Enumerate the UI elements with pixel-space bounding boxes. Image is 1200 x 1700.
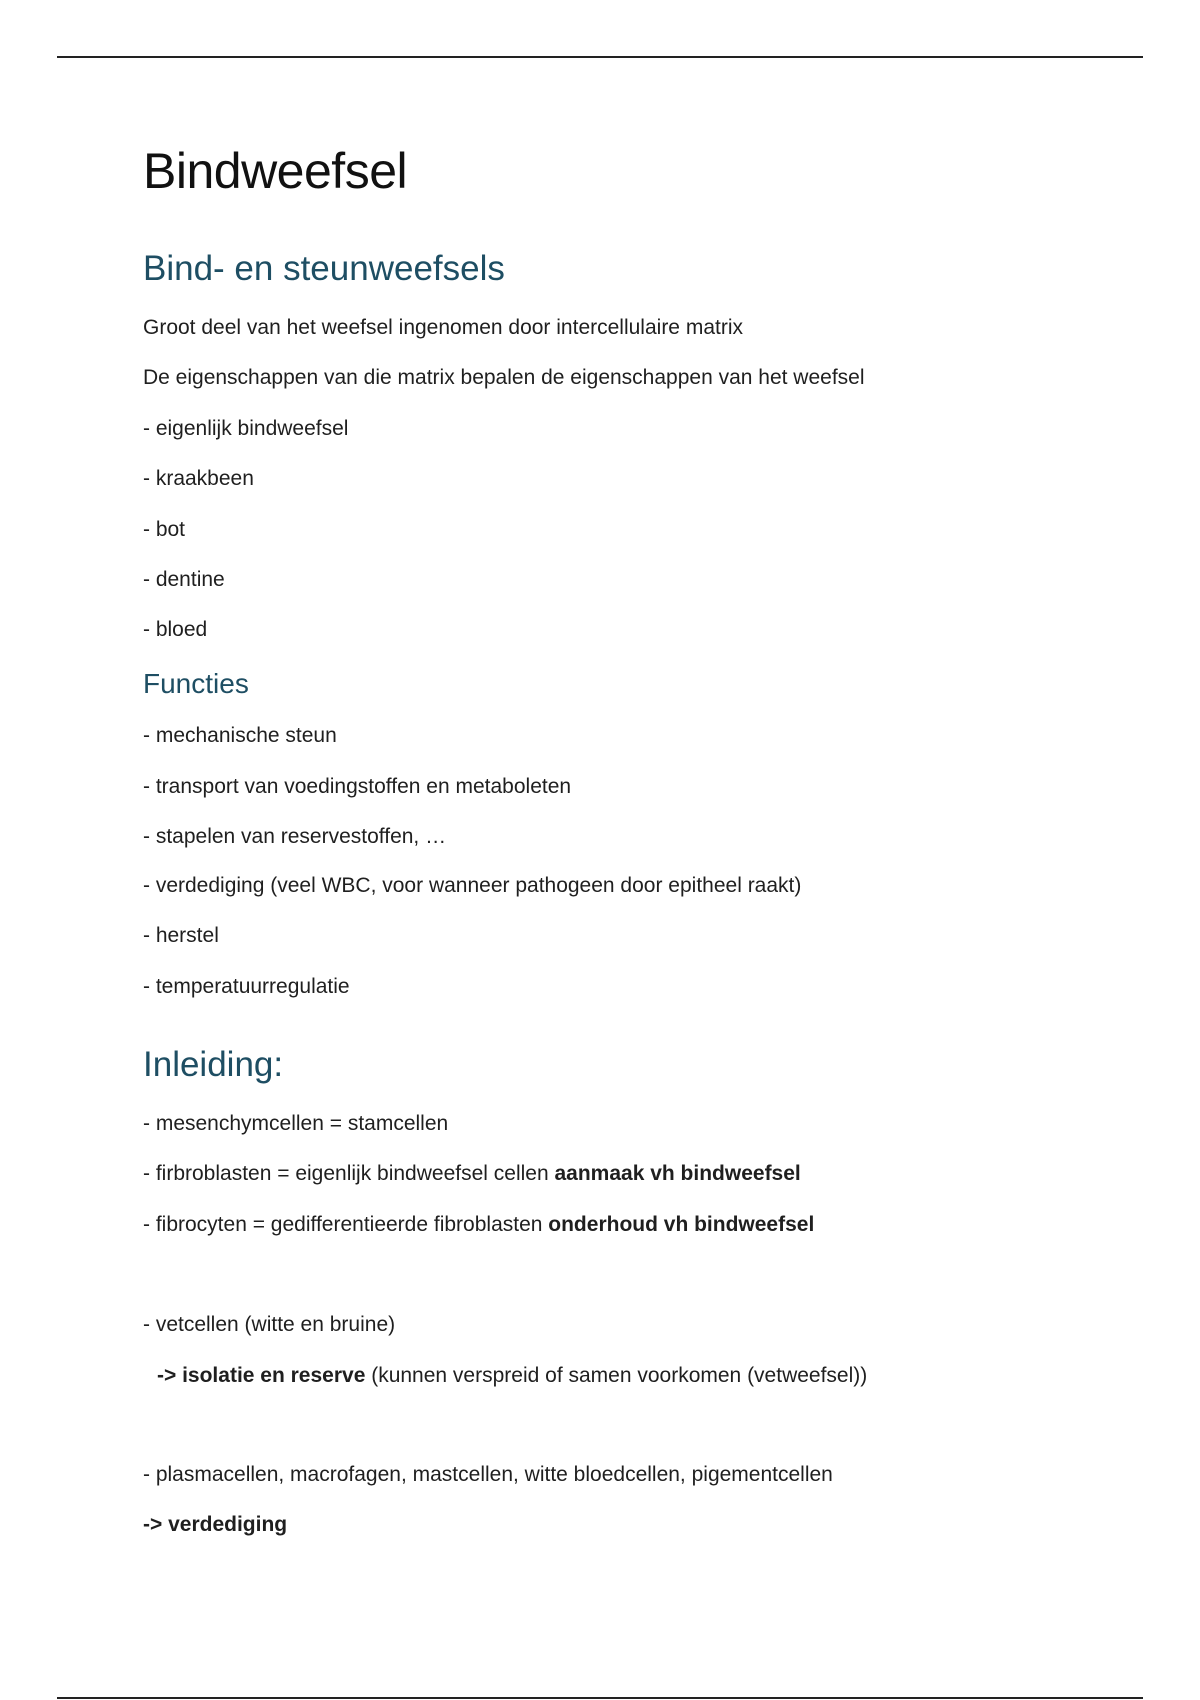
list-item: - dentine: [143, 568, 225, 591]
list-item: - mechanische steun: [143, 724, 337, 747]
list-item: - temperatuurregulatie: [143, 975, 350, 998]
list-item-fibroblasten: [143, 1161, 801, 1186]
vetcellen-arrow-line: [157, 1363, 867, 1388]
list-item-andere-cellen: - plasmacellen, macrofagen, mastcellen, witte bloedcellen, pigementcellen: [143, 1463, 833, 1486]
fibroblasten-bold: aanmaak vh bindweefsel: [554, 1162, 801, 1185]
list-item: - transport van voedingstoffen en metaboleten: [143, 775, 572, 798]
document-title: Bindweefsel: [143, 143, 408, 199]
vetcellen-arrow-bold: -> isolatie en reserve: [157, 1364, 366, 1387]
heading-inleiding: Inleiding:: [143, 1045, 284, 1084]
list-item: - verdediging (veel WBC, voor wanneer pathogeen door epitheel raakt): [143, 874, 802, 897]
vetcellen-arrow-text: (kunnen verspreid of samen voorkomen (vetweefsel)): [365, 1364, 868, 1387]
list-item: - bloed: [143, 618, 208, 641]
list-item-fibrocyten: [143, 1212, 814, 1237]
bottom-rule: [57, 1697, 1143, 1699]
top-rule: [57, 56, 1143, 58]
list-item: - eigenlijk bindweefsel: [143, 417, 349, 440]
fibrocyten-text: - fibrocyten = gedifferentieerde fibroblasten: [143, 1213, 549, 1236]
list-item: - bot: [143, 518, 186, 541]
list-item-mesenchym: - mesenchymcellen = stamcellen: [143, 1112, 449, 1135]
verdediging-arrow-line: [143, 1512, 287, 1537]
fibroblasten-text: - firbroblasten = eigenlijk bindweefsel cellen: [143, 1162, 555, 1185]
list-item-vetcellen: - vetcellen (witte en bruine): [143, 1313, 396, 1336]
intro-line-1: Groot deel van het weefsel ingenomen door intercellulaire matrix: [143, 316, 743, 339]
fibrocyten-bold: onderhoud vh bindweefsel: [548, 1213, 815, 1236]
list-item: - kraakbeen: [143, 467, 254, 490]
intro-line-2: De eigenschappen van die matrix bepalen de eigenschappen van het weefsel: [143, 366, 865, 389]
list-item: - herstel: [143, 924, 219, 947]
list-item: - stapelen van reservestoffen, …: [143, 825, 447, 848]
verdediging-bold: -> verdediging: [143, 1513, 288, 1536]
heading-bind-steunweefsels: Bind- en steunweefsels: [143, 249, 505, 288]
heading-functies: Functies: [143, 668, 249, 699]
